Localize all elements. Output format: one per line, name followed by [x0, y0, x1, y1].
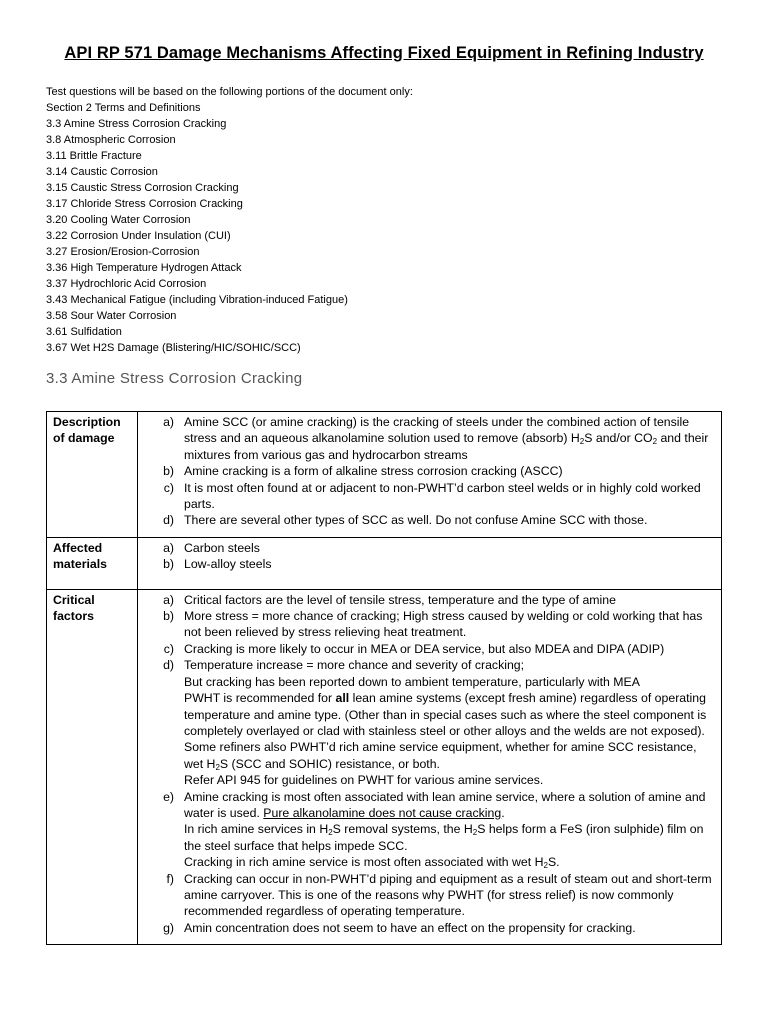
list-item	[138, 480, 715, 513]
item-marker: c)	[163, 480, 174, 495]
list-item	[138, 540, 715, 556]
scope-item: 3.36 High Temperature Hydrogen Attack	[46, 262, 242, 274]
item-text: Low-alloy steels	[184, 557, 272, 572]
item-paragraph: Refer API 945 for guidelines on PWHT for various amine services.	[184, 773, 544, 788]
item-paragraph: PWHT is recommended for all lean amine systems (except fresh amine) regardless of operating temperature and amine type. (Other than in special cases such as where the steel component is completely overlayed or clad with stainless steel or other alloys and the welds are not exposed).	[184, 691, 707, 738]
item-marker: a)	[163, 415, 174, 429]
scope-item: 3.11 Brittle Fracture	[46, 150, 142, 162]
list-item	[138, 789, 715, 822]
item-paragraph: Cracking in rich amine service is most often associated with wet $H_2S$.	[184, 855, 560, 871]
scope-item: Section 2 Terms and Definitions	[46, 102, 201, 114]
damage-mechanism-table	[46, 411, 722, 945]
item-paragraph: In rich amine services in $H_2S$ removal systems, the $H_2S$ helps form a FeS (iron sulphide) film on the steel surface that helps impede SCC.	[184, 822, 704, 853]
item-marker: d)	[163, 513, 174, 528]
item-marker: e)	[163, 789, 174, 804]
section-heading: 3.3 Amine Stress Corrosion Cracking	[46, 370, 303, 387]
scope-item: 3.58 Sour Water Corrosion	[46, 310, 177, 322]
item-text: It is most often found at or adjacent to non-PWHT’d carbon steel welds or in highly cold worked parts.	[184, 480, 701, 512]
item-marker: b)	[163, 464, 174, 479]
list-item	[138, 463, 715, 479]
item-marker: g)	[163, 920, 174, 935]
item-text: Temperature increase = more chance and severity of cracking;	[184, 658, 525, 673]
item-text: Amine cracking is most often associated with lean amine service, where a solution of amine and water is used. Pure alkanolamine does not cause cracking.	[184, 789, 706, 820]
scope-item: 3.3 Amine Stress Corrosion Cracking	[46, 118, 227, 130]
list-item	[138, 920, 715, 936]
scope-item: 3.14 Caustic Corrosion	[46, 166, 158, 178]
list-item	[138, 556, 715, 572]
row-content	[138, 537, 722, 589]
scope-item: 3.20 Cooling Water Corrosion	[46, 214, 191, 226]
list-item	[138, 592, 715, 608]
list-item	[138, 608, 715, 641]
item-marker: d)	[163, 658, 174, 673]
item-text: Amin concentration does not seem to have an effect on the propensity for cracking.	[184, 920, 636, 935]
scope-item: 3.17 Chloride Stress Corrosion Cracking	[46, 198, 243, 210]
item-text: Cracking can occur in non-PWHT’d piping and equipment as a result of steam out and short-term amine carryover. This is one of the reasons why PWHT (for stress relief) is now commonly recommended regardless of operating temperature.	[184, 871, 712, 919]
item-marker: b)	[163, 609, 174, 624]
list-item	[138, 512, 715, 528]
scope-item: 3.61 Sulfidation	[46, 326, 122, 338]
row-label: Affected materials	[47, 537, 138, 589]
item-marker: a)	[163, 592, 174, 607]
scope-item: 3.37 Hydrochloric Acid Corrosion	[46, 278, 207, 290]
item-marker: c)	[163, 641, 174, 656]
item-text: Critical factors are the level of tensile stress, temperature and the type of amine	[184, 592, 616, 607]
item-paragraph: Some refiners also PWHT’d rich amine service equipment, whether for amine SCC resistance, wet $H_2S$ (SCC and SOHIC) resistance, or both.	[184, 740, 697, 772]
row-label: Description of damage	[47, 412, 138, 538]
table-row-factors	[47, 589, 722, 945]
scope-item: 3.22 Corrosion Under Insulation (CUI)	[46, 230, 231, 242]
list-item	[138, 414, 715, 463]
item-text: There are several other types of SCC as well. Do not confuse Amine SCC with those.	[184, 513, 648, 528]
scope-item: 3.67 Wet H2S Damage (Blistering/HIC/SOHIC/SCC)	[46, 342, 301, 354]
item-paragraph: But cracking has been reported down to ambient temperature, particularly with MEA	[184, 674, 640, 689]
item-text: Cracking is more likely to occur in MEA or DEA service, but also MDEA and DIPA (ADIP)	[184, 641, 665, 656]
row-content	[138, 589, 722, 945]
scope-item: 3.15 Caustic Stress Corrosion Cracking	[46, 182, 239, 194]
item-text: Carbon steels	[184, 540, 260, 555]
item-marker: a)	[163, 540, 174, 555]
row-label: Critical factors	[47, 589, 138, 945]
list-item	[138, 641, 715, 657]
item-text: Amine cracking is a form of alkaline stress corrosion cracking (ASCC)	[184, 464, 563, 479]
scope-item: 3.43 Mechanical Fatigue (including Vibration-induced Fatigue)	[46, 294, 348, 306]
scope-item: 3.8 Atmospheric Corrosion	[46, 134, 176, 146]
scope-list	[46, 84, 726, 356]
item-text: More stress = more chance of cracking; High stress caused by welding or cold working that has not been relieved by stress relieving heat treatment.	[184, 609, 703, 640]
item-marker: f)	[166, 871, 174, 886]
scope-intro-line: Test questions will be based on the following portions of the document only:	[46, 86, 413, 98]
item-text: Amine SCC (or amine cracking) is the cracking of steels under the combined action of tensile stress and an aqueous alkanolamine solution used to remove (absorb) $H_2S$ and/or $CO_2$ and their mixtures from various gas and hydrocarbon streams	[184, 415, 709, 462]
underlined-note: Pure alkanolamine does not cause cracking	[263, 805, 502, 820]
table-row-description	[47, 412, 722, 538]
item-marker: b)	[163, 557, 174, 572]
row-content	[138, 412, 722, 538]
scope-item: 3.27 Erosion/Erosion-Corrosion	[46, 246, 200, 258]
table-row-materials	[47, 537, 722, 589]
list-item	[138, 871, 715, 920]
list-item	[138, 657, 715, 673]
document-title: API RP 571 Damage Mechanisms Affecting Fixed Equipment in Refining Industry	[64, 44, 704, 62]
